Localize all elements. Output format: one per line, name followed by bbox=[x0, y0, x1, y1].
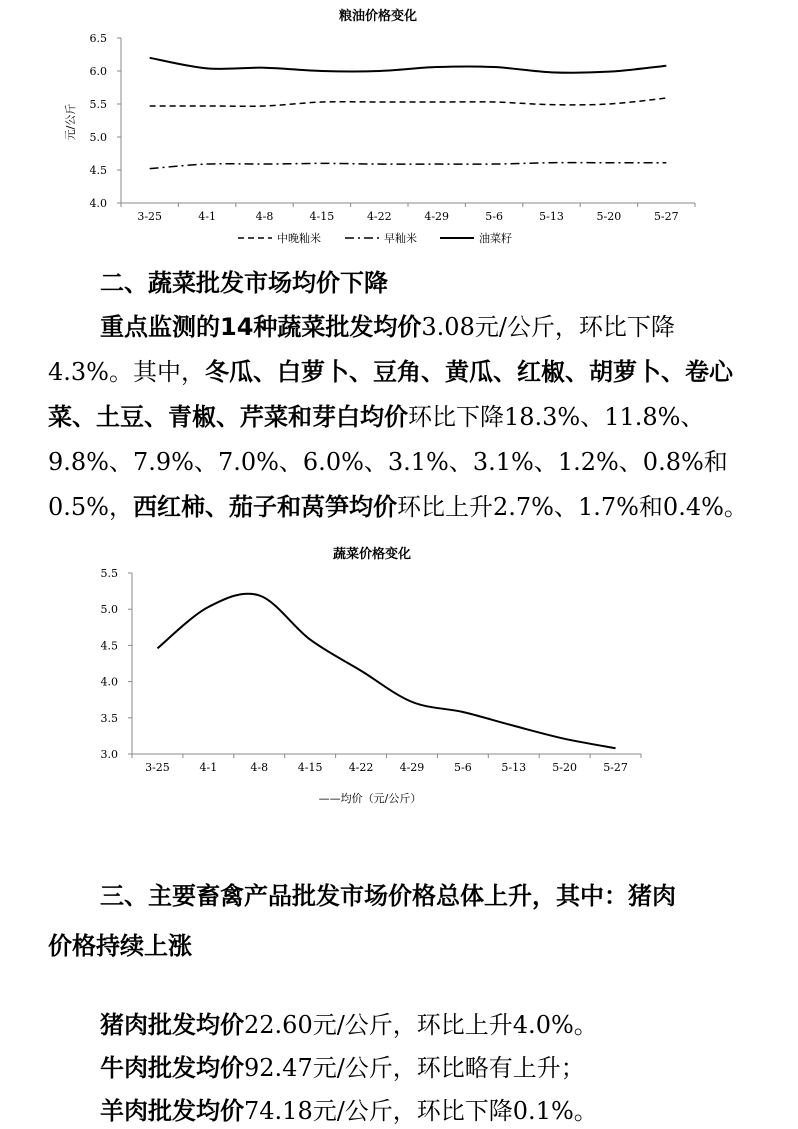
x-tick-label: 4-22 bbox=[348, 761, 374, 774]
grain-oil-price-chart bbox=[0, 0, 798, 255]
x-tick-label: 4-29 bbox=[424, 210, 450, 223]
x-tick-label: 5-6 bbox=[453, 761, 472, 774]
y-tick-label: 4.0 bbox=[89, 197, 107, 210]
bold-text: 西红柿、茄子和莴笋均价 bbox=[132, 493, 397, 521]
y-axis-label: 元/公斤 bbox=[64, 103, 77, 141]
series-line-1 bbox=[157, 594, 615, 749]
x-tick-label: 5-27 bbox=[653, 210, 679, 223]
body-text: 环比下降18.3%、11.8%、9.8%、7.9%、7.0%、6.0%、3.1%、3.1%、1.2%、0.8%和0.5%， bbox=[48, 403, 728, 521]
x-tick-label: 4-15 bbox=[297, 761, 323, 774]
x-tick-label: 5-13 bbox=[501, 761, 527, 774]
x-tick-label: 4-1 bbox=[198, 210, 216, 223]
y-tick-label: 5.0 bbox=[89, 131, 107, 144]
x-tick-label: 3-25 bbox=[137, 210, 163, 223]
legend-label: 早籼米 bbox=[384, 232, 417, 245]
bold-text: 冬瓜、白萝卜、豆角、黄瓜、红椒、胡萝卜、卷心菜、土豆、青椒、芹菜和芽白均价 bbox=[48, 358, 733, 431]
vegetable-price-chart bbox=[0, 538, 798, 813]
bold-text: 重点监测的14种蔬菜批发均价 bbox=[100, 313, 422, 341]
legend-label: 中晚籼米 bbox=[277, 232, 321, 245]
series-line-3 bbox=[150, 58, 667, 73]
mutton-price-line bbox=[100, 1096, 598, 1126]
x-tick-label: 5-20 bbox=[596, 210, 622, 223]
y-tick-label: 3.0 bbox=[100, 748, 118, 761]
vegetable-paragraph bbox=[48, 305, 758, 530]
body-text: 22.60元/公斤，环比上升4.0%。 bbox=[244, 1011, 598, 1039]
chart-title: 蔬菜价格变化 bbox=[332, 547, 412, 562]
x-tick-label: 4-15 bbox=[309, 210, 335, 223]
x-tick-label: 5-27 bbox=[603, 761, 628, 774]
series-line-1 bbox=[150, 98, 667, 106]
x-tick-label: 5-20 bbox=[552, 761, 578, 774]
series-line-2 bbox=[150, 163, 667, 169]
beef-price-line bbox=[100, 1053, 585, 1083]
y-tick-label: 5.0 bbox=[100, 603, 118, 617]
y-tick-label: 6.0 bbox=[89, 65, 107, 78]
x-tick-label: 4-29 bbox=[399, 761, 425, 774]
section-heading-livestock bbox=[48, 871, 750, 971]
y-tick-label: 6.5 bbox=[89, 32, 107, 45]
pork-price-line bbox=[100, 1010, 598, 1040]
heading-line: 三、主要畜禽产品批发市场价格总体上升，其中：猪肉 bbox=[100, 882, 676, 910]
x-tick-label: 4-8 bbox=[255, 210, 274, 223]
x-tick-label: 3-25 bbox=[145, 761, 170, 774]
y-tick-label: 3.5 bbox=[100, 711, 118, 725]
y-tick-label: 5.5 bbox=[89, 98, 107, 111]
y-tick-label: 4.0 bbox=[100, 675, 118, 689]
bold-text: 羊肉批发均价 bbox=[100, 1097, 244, 1125]
body-text: 92.47元/公斤，环比略有上升； bbox=[244, 1054, 585, 1082]
heading-line: 价格持续上涨 bbox=[48, 932, 192, 960]
x-tick-label: 5-13 bbox=[539, 210, 564, 223]
body-text: 3.08元/公斤，环比下降4.3%。其中， bbox=[48, 313, 675, 386]
y-tick-label: 4.5 bbox=[89, 164, 107, 177]
body-text: 74.18元/公斤，环比下降0.1%。 bbox=[244, 1097, 598, 1125]
chart-title: 粮油价格变化 bbox=[338, 9, 418, 24]
section-heading-vegetables: 二、蔬菜批发市场均价下降 bbox=[100, 269, 388, 297]
x-tick-label: 4-22 bbox=[366, 210, 392, 223]
bold-text: 牛肉批发均价 bbox=[100, 1054, 244, 1082]
legend-label: 油菜籽 bbox=[479, 232, 512, 245]
bold-text: 猪肉批发均价 bbox=[100, 1011, 244, 1039]
y-tick-label: 5.5 bbox=[100, 567, 118, 580]
x-tick-label: 5-6 bbox=[485, 210, 503, 223]
x-tick-label: 4-8 bbox=[250, 761, 269, 774]
x-tick-label: 4-1 bbox=[199, 761, 218, 774]
y-tick-label: 4.5 bbox=[100, 639, 118, 653]
legend-label: ——均价（元/公斤） bbox=[318, 792, 422, 805]
body-text: 环比上升2.7%、1.7%和0.4%。 bbox=[396, 493, 748, 521]
